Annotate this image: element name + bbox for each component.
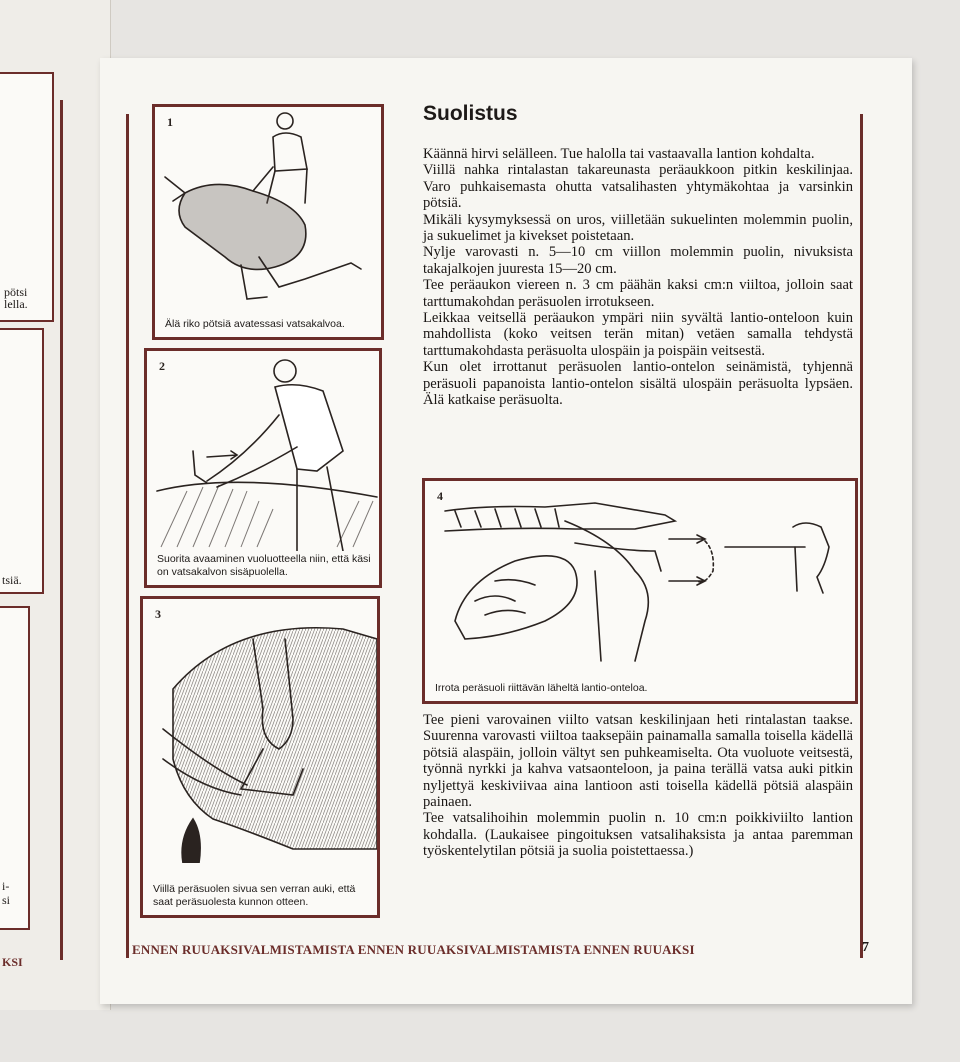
prev-fragment: tsiä. xyxy=(2,573,22,587)
figure-caption: Älä riko pötsiä avatessasi vatsakalvoa. xyxy=(165,318,373,331)
paragraph: Kun olet irrottanut peräsuolen lantio-ontelon seinämistä, tyhjennä peräsuoli papanoista lantio-ontelon sisältä ulospäin peräsuolta lypsäen. Älä katkaise peräsuolta. xyxy=(423,359,853,409)
body-text-bottom xyxy=(423,712,853,860)
previous-page xyxy=(0,0,111,1010)
left-vertical-rule xyxy=(126,114,129,958)
page-number: 7 xyxy=(862,940,869,955)
paragraph: Tee peräaukon viereen n. 3 cm päähän kaksi cm:n viiltoa, jolloin saat tarttumakohdan peräsuolen irrotukseen. xyxy=(423,277,853,310)
paragraph: Tee pieni varovainen viilto vatsan keskilinjaan heti rintalastan taakse. Suurenna varovasti viiltoa taaksepäin painamalla samalla toisella kädellä pötsiä alaspäin, jolloin vältyt sen puhkeamiselta. Ota vuoluote veitsestä, työnnä nyrkki ja kahva vatsaonteloon, ja paina terällä vatsa auki pitkin nyljettyä keskiviivaa aina lantioon asti toisella kädellä pötsiä alaspäin painaen. xyxy=(423,712,853,811)
figure-4 xyxy=(422,478,858,704)
moose-on-back-illustration xyxy=(155,107,381,317)
paragraph: Leikkaa veitsellä peräaukon ympäri niin syvältä lantio-onteloon kuin mahdollista (koko veitsen terän mitan) vetäen samalla tehdystä tarttumakohdasta peräsuolta ulospäin ja poispäin veitsestä. xyxy=(423,310,853,359)
prev-fragment: si xyxy=(2,893,11,907)
figure-caption: Suorita avaaminen vuoluotteella niin, että käsi on vatsakalvon sisäpuolella. xyxy=(157,553,371,578)
figure-3 xyxy=(140,596,380,918)
figure-number: 4 xyxy=(437,489,443,503)
figure-caption: Viillä peräsuolen sivua sen verran auki, että saat peräsuolesta kunnon otteen. xyxy=(153,883,369,909)
paragraph: Käännä hirvi selälleen. Tue halolla tai vastaavalla lantion kohdalta. xyxy=(423,146,815,162)
figure-2 xyxy=(144,348,382,588)
prev-fragment: i- xyxy=(2,879,10,893)
paragraph: Tee vatsalihoihin molemmin puolin n. 10 cm:n poikkiviilto lantion kohdalla. (Laukaisee pingoituksen vatsalihaksista ja antaa paremman työskentelytilan pötsiä ja suolia poistettaessa.) xyxy=(423,810,853,860)
prev-fragment: lella. xyxy=(4,297,28,311)
body-text-top xyxy=(423,146,853,409)
figure-1 xyxy=(152,104,384,340)
paragraph: Mikäli kysymyksessä on uros, viilletään sukuelinten molemmin puolin, ja sukuelimet ja kivekset poistetaan. xyxy=(423,211,853,245)
right-vertical-rule xyxy=(860,114,863,958)
prev-fragment: pötsi xyxy=(4,285,28,299)
figure-caption: Irrota peräsuoli riittävän läheltä lantio-onteloa. xyxy=(435,682,847,695)
pelvis-anatomy-illustration xyxy=(425,481,855,677)
opening-with-knife-illustration xyxy=(147,351,379,551)
page-title: Suolistus xyxy=(423,102,518,125)
prev-footer-fragment: KSI xyxy=(2,955,23,969)
figure-number: 1 xyxy=(167,115,173,129)
running-footer: ENNEN RUUAKSIVALMISTAMISTA ENNEN RUUAKSIVALMISTAMISTA ENNEN RUUAKSI xyxy=(132,942,695,957)
figure-number: 3 xyxy=(155,607,161,621)
paragraph: Viillä nahka rintalastan takareunasta peräaukkoon pitkin keskilinjaa. Varo puhkaisemasta ohutta vatsalihasten yhtymäkohtaa ja varsinkin pötsiä. xyxy=(423,162,853,212)
book-page xyxy=(100,58,912,1004)
prev-vertical-rule xyxy=(60,100,63,960)
figure-number: 2 xyxy=(159,359,165,373)
cutting-rectum-illustration xyxy=(143,599,377,863)
paragraph: Nylje varovasti n. 5—10 cm viillon molemmin puolin, nivuksista takajalkojen juuresta 15—20 cm. xyxy=(423,244,853,277)
prev-figure-frame xyxy=(0,328,44,594)
